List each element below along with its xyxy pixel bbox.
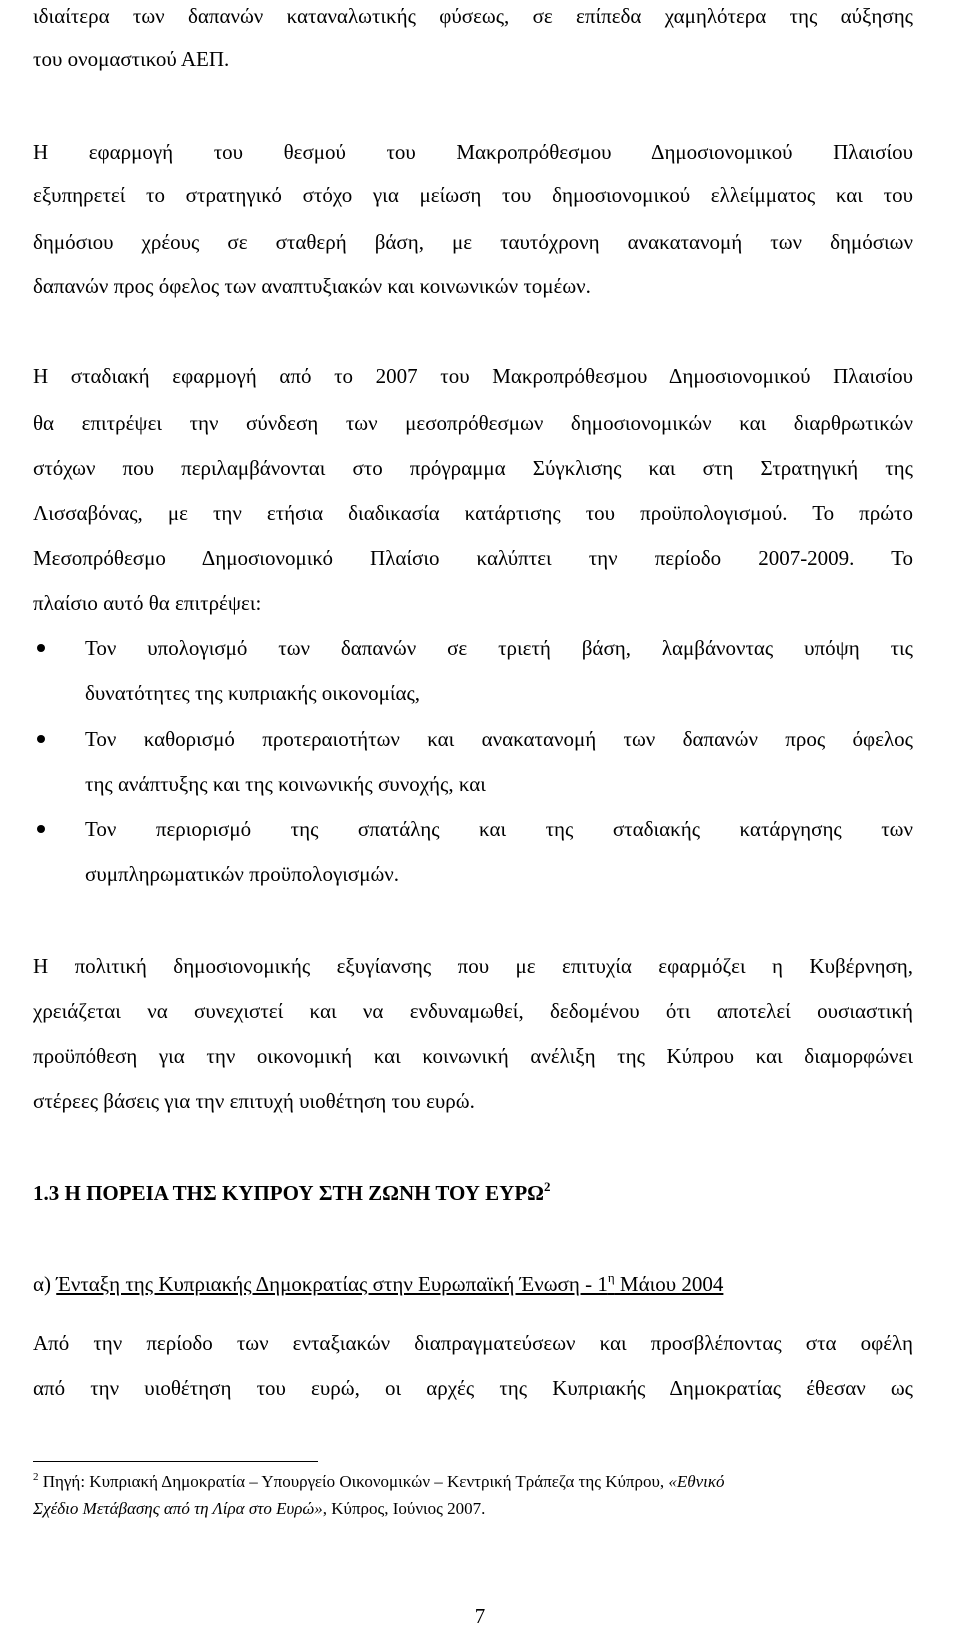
bullet-item-line: Τον υπολογισμό των δαπανών σε τριετή βάση, λαμβάνοντας υπόψη τις <box>85 636 913 660</box>
bullet-item-line: συμπληρωματικών προϋπολογισμών. <box>85 862 400 886</box>
section-heading <box>33 1180 551 1206</box>
paragraph-4-line: χρειάζεται να συνεχιστεί και να ενδυναμωθεί, δεδομένου ότι αποτελεί ουσιαστική <box>33 999 913 1023</box>
footnote-title: Σχέδιο Μετάβασης από τη Λίρα στο Ευρώ» <box>33 1499 323 1518</box>
paragraph-5-line: Από την περίοδο των ενταξιακών διαπραγματεύσεων και προσβλέποντας στα οφέλη <box>33 1331 913 1355</box>
footnote-title: «Εθνικό <box>668 1472 725 1491</box>
paragraph-2-line: δαπανών προς όφελος των αναπτυξιακών και κοινωνικών τομέων. <box>33 274 591 298</box>
bullet-item-line: της ανάπτυξης και της κοινωνικής συνοχής, και <box>85 772 486 796</box>
paragraph-1-line: του ονομαστικού ΑΕΠ. <box>33 47 230 71</box>
paragraph-2-line: δημόσιου χρέους σε σταθερή βάση, με ταυτόχρονη ανακατανομή των δημόσιων <box>33 230 913 254</box>
paragraph-4-line: προϋπόθεση για την οικονομική και κοινωνική ανέλιξη της Κύπρου και διαμορφώνει <box>33 1044 913 1068</box>
paragraph-2-line: εξυπηρετεί το στρατηγικό στόχο για μείωση του δημοσιονομικού ελλείμματος και του <box>33 183 913 207</box>
footnote-text: , Κύπρος, Ιούνιος 2007. <box>322 1499 486 1518</box>
paragraph-4-line: στέρεες βάσεις για την επιτυχή υιοθέτηση του ευρώ. <box>33 1089 475 1113</box>
bullet-dot <box>37 644 45 652</box>
footnote-number: 2 <box>33 1471 39 1483</box>
footnote-separator <box>33 1461 318 1462</box>
footnote-text: Πηγή: Κυπριακή Δημοκρατία – Υπουργείο Οικονομικών – Κεντρική Τράπεζα της Κύπρου, <box>38 1472 669 1491</box>
paragraph-3-line: θα επιτρέψει την σύνδεση των μεσοπρόθεσμων δημοσιονομικών και διαρθρωτικών <box>33 411 913 435</box>
bullet-dot <box>37 735 45 743</box>
paragraph-3-line: πλαίσιο αυτό θα επιτρέψει: <box>33 591 262 615</box>
subsection-heading <box>33 1271 723 1297</box>
page-number: 7 <box>474 1604 486 1628</box>
bullet-item-line: Τον καθορισμό προτεραιοτήτων και ανακατανομή των δαπανών προς όφελος <box>85 727 913 751</box>
bullet-item-line: δυνατότητες της κυπριακής οικονομίας, <box>85 681 421 705</box>
footnote-reference: 2 <box>544 1179 551 1194</box>
paragraph-1-line: ιδιαίτερα των δαπανών καταναλωτικής φύσεως, σε επίπεδα χαμηλότερα της αύξησης <box>33 4 913 28</box>
subsection-title: Ένταξη της Κυπριακής Δημοκρατίας στην Ευρωπαϊκή Ένωση - $1^\eta$ Μάιου 2004 <box>56 1270 724 1296</box>
footnote-line <box>33 1471 913 1493</box>
paragraph-5-line: από την υιοθέτηση του ευρώ, οι αρχές της Κυπριακής Δημοκρατίας έθεσαν ως <box>33 1376 913 1400</box>
paragraph-3-line: Η σταδιακή εφαρμογή από το 2007 του Μακροπρόθεσμου Δημοσιονομικού Πλαισίου <box>33 364 913 388</box>
paragraph-3-line: Μεσοπρόθεσμο Δημοσιονομικό Πλαίσιο καλύπτει την περίοδο 2007-2009. Το <box>33 546 913 570</box>
paragraph-4-line: Η πολιτική δημοσιονομικής εξυγίανσης που με επιτυχία εφαρμόζει η Κυβέρνηση, <box>33 954 913 978</box>
paragraph-3-line: Λισσαβόνας, με την ετήσια διαδικασία κατάρτισης του προϋπολογισμού. Το πρώτο <box>33 501 913 525</box>
section-heading-text: 1.3 Η ΠΟΡΕΙΑ ΤΗΣ ΚΥΠΡΟΥ ΣΤΗ ΖΩΝΗ ΤΟΥ ΕΥΡΩ <box>33 1181 544 1205</box>
bullet-dot <box>37 825 45 833</box>
bullet-item-line: Τον περιορισμό της σπατάλης και της σταδιακής κατάργησης των <box>85 817 913 841</box>
footnote-line <box>33 1498 913 1520</box>
paragraph-2-line: Η εφαρμογή του θεσμού του Μακροπρόθεσμου Δημοσιονομικού Πλαισίου <box>33 140 913 164</box>
paragraph-3-line: στόχων που περιλαμβάνονται στο πρόγραμμα Σύγκλισης και στη Στρατηγική της <box>33 456 913 480</box>
subsection-prefix: α) <box>33 1272 57 1296</box>
